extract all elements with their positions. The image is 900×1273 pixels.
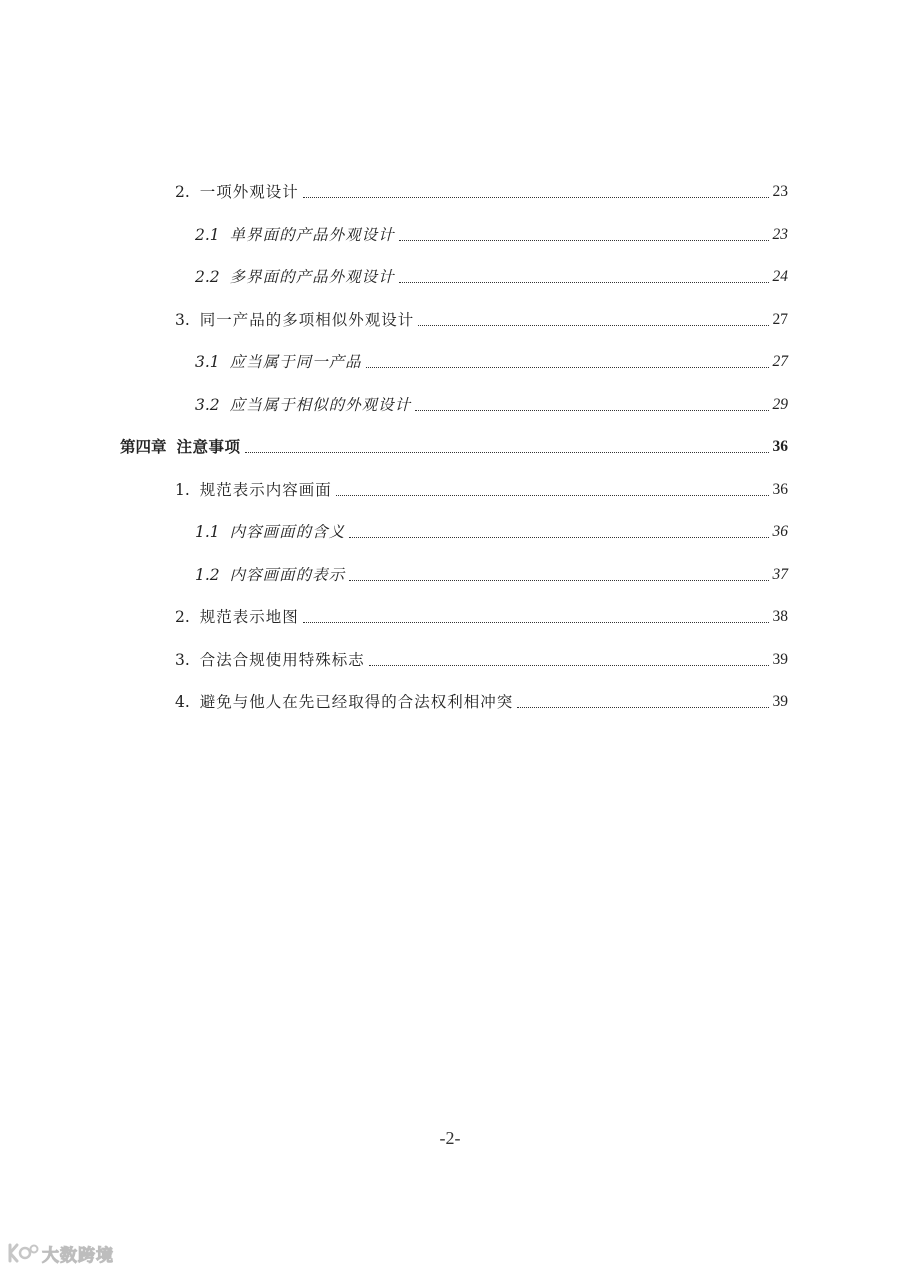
watermark: [6, 1239, 114, 1267]
toc-entry-page: 23: [772, 183, 788, 200]
toc-entry-title: 规范表示地图: [199, 608, 299, 626]
watermark-text: 大数跨境: [42, 1245, 114, 1266]
page-number: -2-: [439, 1128, 461, 1148]
toc-entry-number: 2.2: [195, 268, 220, 286]
toc-dot-leader: [418, 324, 768, 326]
toc-entry[interactable]: [175, 178, 788, 202]
toc-entry-number: 3.: [175, 651, 190, 669]
toc-entry[interactable]: [175, 476, 788, 500]
toc-entry-title: 内容画面的表示: [229, 566, 346, 584]
toc-entry-number: 1.2: [195, 566, 220, 584]
toc-entry-title: 合法合规使用特殊标志: [199, 651, 365, 669]
toc-entry-title: 内容画面的含义: [229, 523, 346, 541]
toc-chapter-entry[interactable]: [120, 433, 788, 457]
toc-dot-leader: [336, 494, 769, 496]
toc-entry[interactable]: [195, 518, 788, 542]
toc-entry[interactable]: [175, 646, 788, 670]
toc-entry-page: 36: [772, 438, 788, 455]
toc-dot-leader: [517, 706, 768, 708]
toc-entry-title: 应当属于同一产品: [229, 353, 362, 371]
toc-entry-number: 1.: [175, 481, 190, 499]
toc-entry-page: 37: [772, 566, 788, 583]
toc-dot-leader: [245, 451, 769, 453]
toc-entry-page: 39: [772, 651, 788, 668]
toc-entry-number: 2.1: [195, 226, 220, 244]
toc-entry-page: 24: [772, 268, 788, 285]
toc-entry-number: 3.1: [195, 353, 220, 371]
toc-dot-leader: [349, 536, 768, 538]
toc-entry-page: 39: [772, 693, 788, 710]
toc-entry-number: 3.: [175, 311, 190, 329]
toc-chapter-number: 第四章: [120, 438, 167, 456]
toc-entry[interactable]: [195, 263, 788, 287]
toc-entry-page: 36: [772, 481, 788, 498]
toc-entry-title: 应当属于相似的外观设计: [229, 396, 412, 414]
toc-entry[interactable]: [195, 391, 788, 415]
toc-entry-title: 单界面的产品外观设计: [229, 226, 395, 244]
toc-dot-leader: [369, 664, 769, 666]
toc-entry-page: 27: [772, 311, 788, 328]
toc-dot-leader: [366, 366, 769, 368]
toc-entry-page: 29: [772, 396, 788, 413]
toc-entry-page: 23: [772, 226, 788, 243]
toc-entry-title: 规范表示内容画面: [199, 481, 332, 499]
toc-dot-leader: [415, 409, 768, 411]
toc-entry-number: 2.: [175, 608, 190, 626]
toc-entry-number: 4.: [175, 693, 190, 711]
toc-entry-title: 避免与他人在先已经取得的合法权利相冲突: [199, 693, 514, 711]
toc-entry-title: 同一产品的多项相似外观设计: [199, 311, 415, 329]
toc-entry[interactable]: [195, 221, 788, 245]
toc-entry-number: 2.: [175, 183, 190, 201]
toc-entry[interactable]: [175, 306, 788, 330]
toc-entry-title: 一项外观设计: [199, 183, 299, 201]
toc-entry-number: 3.2: [195, 396, 220, 414]
toc-dot-leader: [399, 239, 769, 241]
toc-entry-page: 38: [772, 608, 788, 625]
toc-chapter-title: 注意事项: [176, 438, 241, 456]
toc-entry[interactable]: [175, 603, 788, 627]
toc-dot-leader: [349, 579, 768, 581]
brand-logo-icon: [6, 1241, 40, 1265]
toc-dot-leader: [303, 621, 769, 623]
toc-entry-title: 多界面的产品外观设计: [229, 268, 395, 286]
toc-entry-page: 27: [772, 353, 788, 370]
toc-dot-leader: [303, 196, 769, 198]
toc-entry-number: 1.1: [195, 523, 220, 541]
toc-entry[interactable]: [195, 348, 788, 372]
toc-entry-page: 36: [772, 523, 788, 540]
toc-entry[interactable]: [175, 688, 788, 712]
toc-dot-leader: [399, 281, 769, 283]
toc-entry[interactable]: [195, 561, 788, 585]
